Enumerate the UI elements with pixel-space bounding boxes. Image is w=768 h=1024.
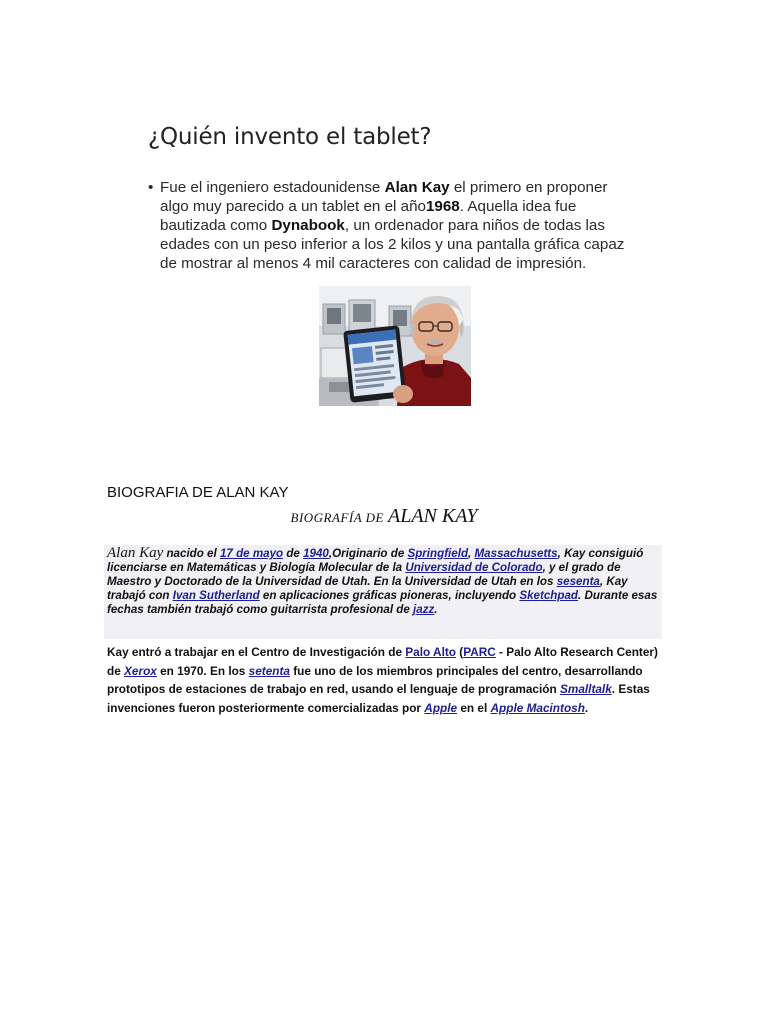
bio-text: - Palo Alto Research Center) de	[107, 645, 658, 678]
link-sesenta[interactable]: sesenta	[556, 574, 600, 588]
link-sketchpad[interactable]: Sketchpad	[519, 588, 579, 602]
bullet-text-1: Fue el ingeniero estadounidense	[160, 179, 385, 196]
bio-text: nacido el	[163, 547, 220, 560]
slide-title: ¿Quién invento el tablet?	[148, 124, 432, 150]
bio-text: en aplicaciones gráficas pioneras, incluyendo	[259, 588, 520, 602]
bullet-text-4: , un ordenador para niños de todas las edades con un peso inferior a los 2 kilos y una pantalla gráfica capaz de mostrar al menos 4 mil caracteres con calidad de impresión.	[160, 217, 625, 272]
biography-title	[0, 505, 768, 528]
bio-text: , Kay trabajó con	[107, 574, 628, 602]
link-palo-alto[interactable]: Palo Alto	[405, 645, 456, 659]
link-jazz[interactable]: jazz	[413, 602, 435, 616]
bio-text: , y el grado de Maestro y Doctorado de la Universidad de Utah. En la Universidad de Utah en los	[107, 560, 621, 588]
biography-heading: BIOGRAFIA DE ALAN KAY	[107, 484, 289, 501]
bio-text: .	[434, 602, 438, 616]
bio-text: en el	[457, 701, 491, 716]
bio-text: . Durante esas fechas también trabajó como guitarrista profesional de	[107, 588, 658, 616]
link-universidad-de-colorado[interactable]: Universidad de Colorado	[405, 560, 543, 574]
link-ivan-sutherland[interactable]: Ivan Sutherland	[172, 588, 260, 602]
bullet-text-2: el primero en proponer algo muy parecido a un tablet en el año	[160, 179, 608, 215]
bio-text: (	[455, 645, 464, 659]
bullet-paragraph	[148, 178, 638, 273]
bio-text: ,	[468, 547, 475, 560]
biography-title-big: ALAN KAY	[388, 505, 478, 527]
link-17-de-mayo[interactable]: 17 de mayo	[219, 547, 284, 560]
slide-bullet-text	[148, 178, 638, 273]
link-setenta[interactable]: setenta	[248, 663, 290, 678]
link-apple-macintosh[interactable]: Apple Macintosh	[490, 701, 585, 716]
bullet-dynabook: Dynabook	[271, 217, 345, 234]
biography-paragraph-1	[107, 547, 661, 617]
bio-text: ,Originario de	[328, 547, 408, 560]
bio-text: Kay entró a trabajar en el Centro de Investigación de	[107, 645, 406, 659]
biography-paragraph-2	[107, 643, 667, 718]
bullet-year: 1968	[425, 198, 460, 215]
link-parc[interactable]: PARC	[463, 645, 496, 659]
photo-alan-kay-with-tablet	[319, 286, 471, 406]
bullet-icon: •	[148, 179, 154, 196]
bullet-name: Alan Kay	[384, 179, 450, 196]
bio-text: de	[283, 547, 304, 560]
bio-text: . Estas invenciones fueron posteriormente comercializadas por	[107, 682, 650, 716]
bio-text: .	[584, 701, 589, 716]
bio-text: , Kay consiguió licenciarse en Matemáticas y Biología Molecular de la	[107, 547, 644, 574]
bullet-text-3: . Aquella idea fue bautizada como	[160, 198, 577, 234]
link-xerox[interactable]: Xerox	[124, 663, 157, 678]
link-smalltalk[interactable]: Smalltalk	[559, 682, 612, 697]
link-1940[interactable]: 1940	[303, 547, 329, 560]
bio-text: fue uno de los miembros principales del centro, desarrollando prototipos de estaciones de trabajo en red, usando el lenguaje de programación	[107, 663, 643, 697]
bio-name: Alan Kay	[107, 545, 164, 561]
link-apple[interactable]: Apple	[424, 701, 458, 716]
link-massachusetts[interactable]: Massachusetts	[474, 547, 558, 560]
link-springfield[interactable]: Springfield	[407, 547, 469, 560]
biography-title-small: BIOGRAFÍA DE	[290, 510, 384, 525]
bio-text: en 1970. En los	[156, 663, 249, 678]
